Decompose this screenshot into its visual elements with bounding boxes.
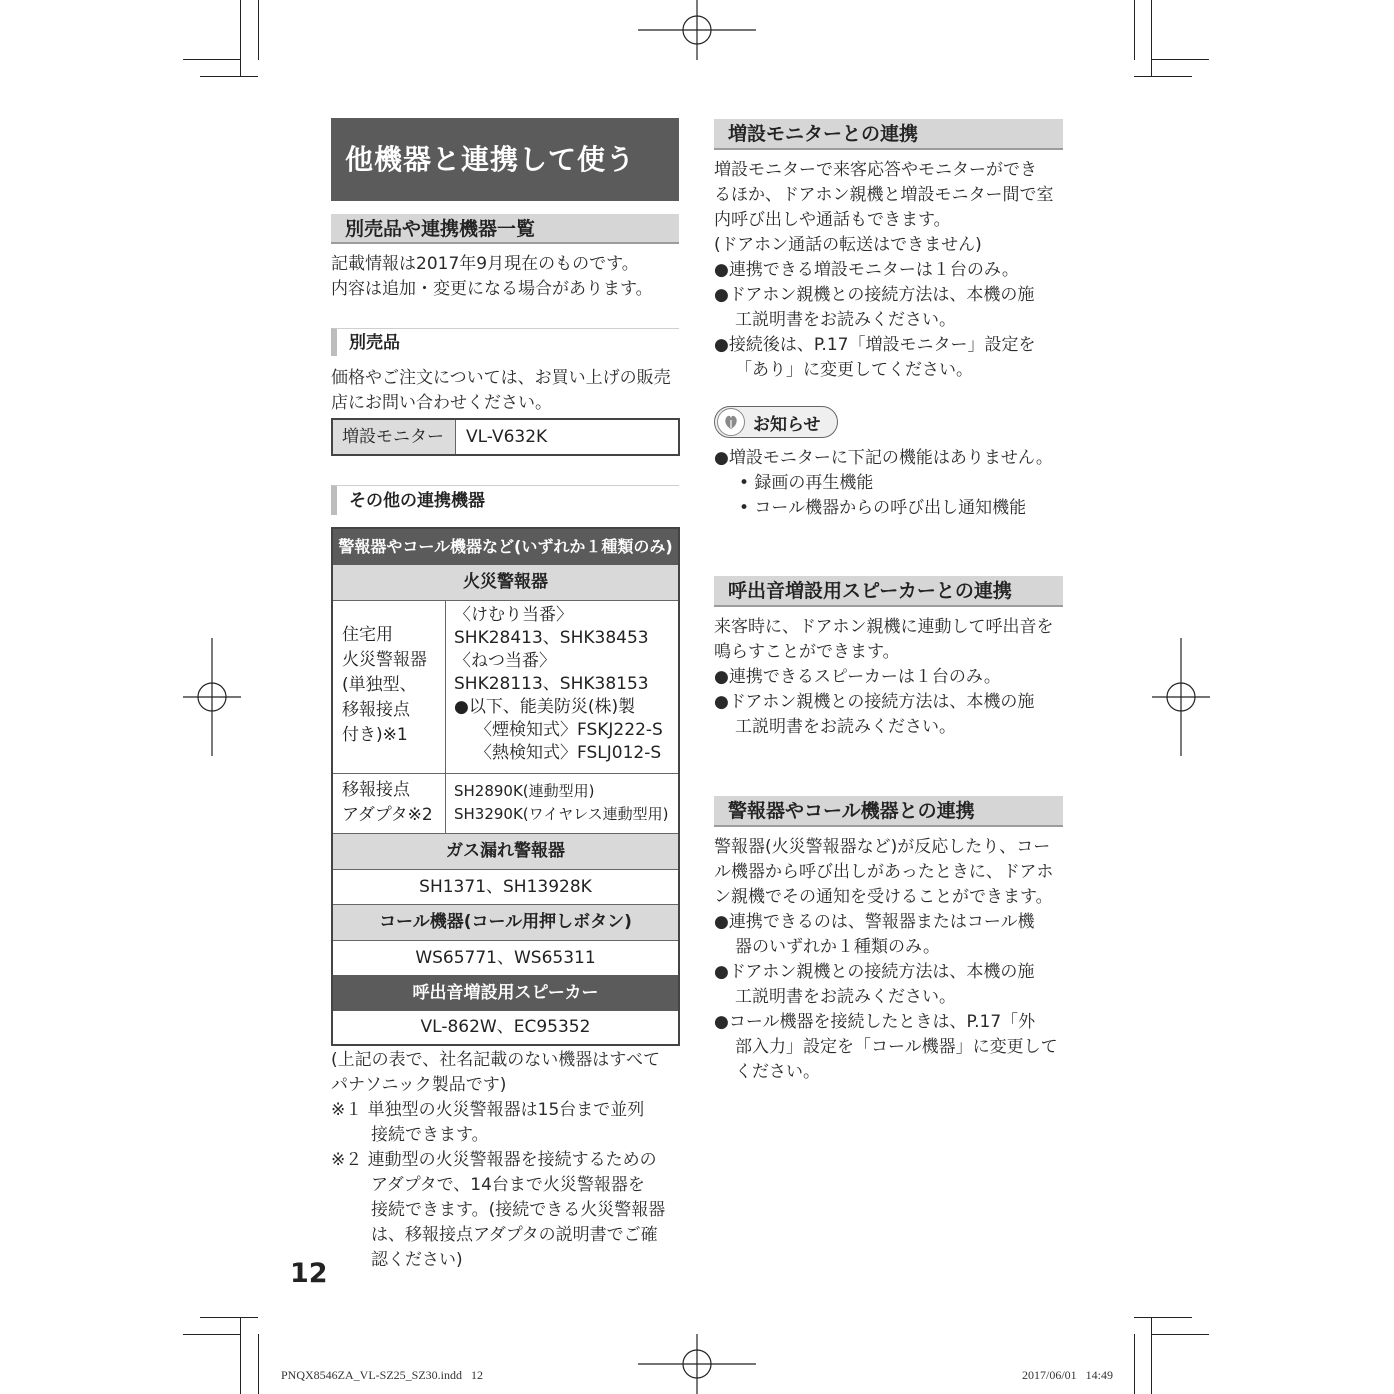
section-heading-alarm: 警報器やコール機器との連携 [714,796,1063,827]
footer-file-name: PNQX8546ZA_VL-SZ25_SZ30.indd 12 [281,1368,484,1382]
call-device-models: WS65771、WS65311 [415,948,596,968]
subheading-other-devices: その他の連携機器 [331,485,679,515]
optional-items-table [331,418,680,456]
section-heading-accessories: 別売品や連携機器一覧 [331,214,679,244]
optional-items-text: 価格やご注文については、お買い上げの販売 店にお問い合わせください。 [331,368,671,413]
optional-row-value: VL-V632K [466,427,548,447]
speaker-header: 呼出音増設用スピーカー [333,975,678,1011]
notice-text: ●増設モニターに下記の機能はありません。 • 録画の再生機能 • コール機器からの呼び出し通知機能 [714,448,1053,518]
section-intro: 記載情報は2017年9月現在のものです。 内容は追加・変更になる場合があります。 [331,254,653,299]
page-number: 12 [290,1258,328,1289]
monitor-section-text: 増設モニターで来客応答やモニターができ るほか、ドアホン親機と増設モニター間で室 内呼び出しや通話もできます。 (ドアホン通話の転送はできません) ●連携できる増設モニターは１台のみ。 ●ドアホン親機との接続方法は、本機の施 工説明書をお読みください。 ●接続後は、P.17「増設モニター」設定を 「あり」に変更してください。 [714,160,1054,380]
table-notes: (上記の表で、社名記載のない機器はすべて パナソニック製品です) ※１ 単独型の火災警報器は15台まで並列 接続できます。 ※２ 連動型の火災警報器を接続するための アダプタで、14台まで火災警報器を 接続できます。(接続できる火災警報器 は、移報接点アダプタの説明書でご確 認ください) [331,1050,666,1270]
section-heading-speaker: 呼出音増設用スピーカーとの連携 [714,576,1063,607]
other-devices-table [331,527,680,1046]
residential-alarm-models: 〈けむり当番〉 SHK28413、SHK38453 〈ねつ当番〉 SHK28113、SHK38153 ●以下、能美防災(株)製 〈煙検知式〉FSKJ222-S 〈熱検知式〉FSLJ012-S [454,605,663,763]
footer-datetime: 2017/06/01 14:49 [1022,1368,1114,1382]
call-device-header: コール機器(コール用押しボタン) [333,905,678,940]
section-heading-monitor: 増設モニターとの連携 [714,119,1063,150]
subheading-optional-items: 別売品 [331,328,679,356]
gas-alarm-models: SH1371、SH13928K [419,877,592,897]
notice-label: お知らせ [753,415,821,435]
notice-badge [714,406,838,438]
adapter-models: SH2890K(連動型用) SH3290K(ワイヤレス連動型用) [454,782,669,823]
speaker-models: VL-862W、EC95352 [420,1017,591,1037]
alarm-section-text: 警報器(火災警報器など)が反応したり、コー ル機器から呼び出しがあったときに、ドアホ ン親機でその通知を受けることができます。 ●連携できるのは、警報器またはコール機 器のいずれか１種類のみ。 ●ドアホン親機との接続方法は、本機の施 工説明書をお読みください。 ●コール機器を接続したときは、P.17「外 部入力」設定を「コール機器」に変更して ください。 [714,837,1058,1082]
adapter-label: 移報接点 アダプタ※2 [342,780,433,825]
speaker-section-text: 来客時に、ドアホン親機に連動して呼出音を 鳴らすことができます。 ●連携できるスピーカーは１台のみ。 ●ドアホン親機との接続方法は、本機の施 工説明書をお読みください。 [714,617,1054,737]
gas-alarm-header: ガス漏れ警報器 [333,834,678,869]
residential-alarm-label: 住宅用 火災警報器 (単独型、 移報接点 付き)※1 [342,625,427,745]
table-header-alarms: 警報器やコール機器など(いずれか１種類のみ) [333,529,678,565]
notice-icon [717,408,745,436]
page-title: 他機器と連携して使う [331,118,679,201]
optional-row-label: 増設モニター [333,420,455,454]
fire-alarm-header: 火災警報器 [333,565,678,600]
